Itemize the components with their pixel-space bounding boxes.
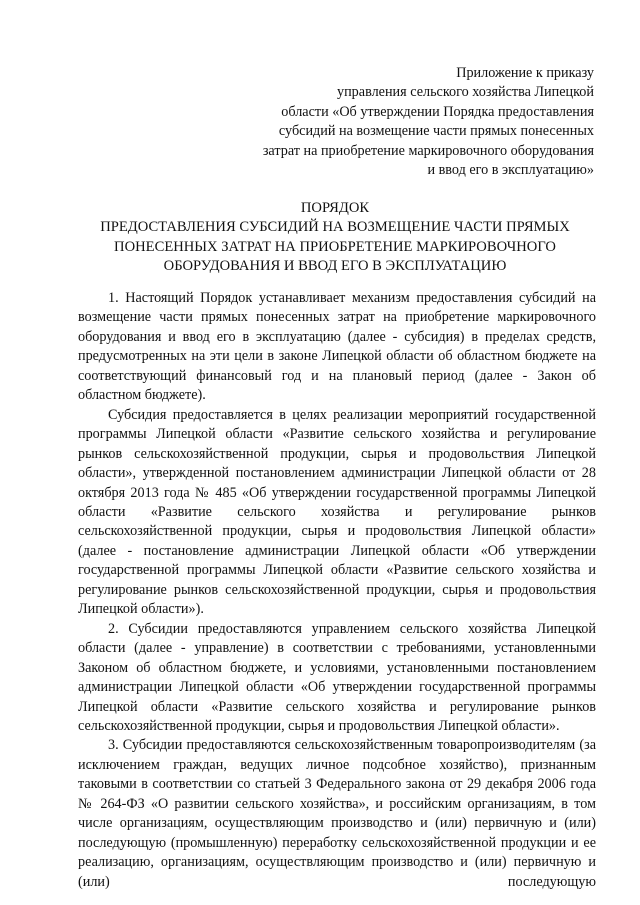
document-subtitle-line: ПРЕДОСТАВЛЕНИЯ СУБСИДИЙ НА ВОЗМЕЩЕНИЕ ЧАСТИ ПРЯМЫХ xyxy=(100,219,570,236)
document-heading xyxy=(60,199,610,277)
appendix-line: управления сельского хозяйства Липецкой xyxy=(337,84,594,101)
document-title: ПОРЯДОК xyxy=(300,200,370,216)
appendix-line: области «Об утверждении Порядка предоставления xyxy=(281,103,594,120)
clause-3-paragraph: 3. Субсидии предоставляются сельскохозяйственным товаропроизводителям (за исключением граждан, ведущих личное подсобное хозяйство), признанным таковыми в соответствии со статьей 3 Федерального закона от 29 декабря 2006 года № 264-ФЗ «О развитии сельского хозяйства», и российским организациям, в том числе организациям, осуществляющим производство и (или) первичную и (или) последующую (промышленную) переработку сельскохозяйственной продукции и ее реализацию, организациям, осуществляющим производство и (или) первичную и (или) последующую xyxy=(78,737,596,890)
appendix-line: и ввод его в эксплуатацию» xyxy=(427,162,594,179)
purpose-paragraph: Субсидия предоставляется в целях реализации мероприятий государственной программы Липецкой области «Развитие сельского хозяйства и регулирование рынков сельскохозяйственной продукции, сырья и продовольствия Липецкой области», утвержденной постановлением администрации Липецкой области от 28 октября 2013 года № 485 «Об утверждении государственной программы Липецкой области «Развитие сельского хозяйства и регулирование рынков сельскохозяйственной продукции, сырья и продовольствия Липецкой области» (далее - постановление администрации Липецкой области «Об утверждении государственной программы Липецкой области «Развитие сельского хозяйства и регулирование рынков сельскохозяйственной продукции, сырья и продовольствия Липецкой области»). xyxy=(78,406,596,618)
document-subtitle-line: ОБОРУДОВАНИЯ И ВВОД ЕГО В ЭКСПЛУАТАЦИЮ xyxy=(163,258,507,275)
clause-2-paragraph: 2. Субсидии предоставляются управлением сельского хозяйства Липецкой области (далее - управление) в соответствии с требованиями, установленными Законом об областном бюджете, и условиями, установленными постановлением администрации Липецкой области «Об утверждении государственной программы Липецкой области «Развитие сельского хозяйства и регулирование рынков сельскохозяйственной продукции, сырья и продовольствия Липецкой области». xyxy=(78,620,596,734)
appendix-line: затрат на приобретение маркировочного оборудования xyxy=(262,142,594,159)
document-body xyxy=(78,289,596,892)
appendix-note xyxy=(214,64,594,180)
document-subtitle-line: ПОНЕСЕННЫХ ЗАТРАТ НА ПРИОБРЕТЕНИЕ МАРКИРОВОЧНОГО xyxy=(114,238,556,255)
clause-1-paragraph: 1. Настоящий Порядок устанавливает механизм предоставления субсидий на возмещение части прямых понесенных затрат на приобретение маркировочного оборудования и ввод его в эксплуатацию (далее - субсидия) в пределах средств, предусмотренных на эти цели в законе Липецкой области об областном бюджете на соответствующий финансовый год и на плановый период (далее - Закон об областном бюджете). xyxy=(78,290,596,404)
appendix-line: субсидий на возмещение части прямых понесенных xyxy=(278,123,594,140)
appendix-line: Приложение к приказу xyxy=(456,65,594,81)
